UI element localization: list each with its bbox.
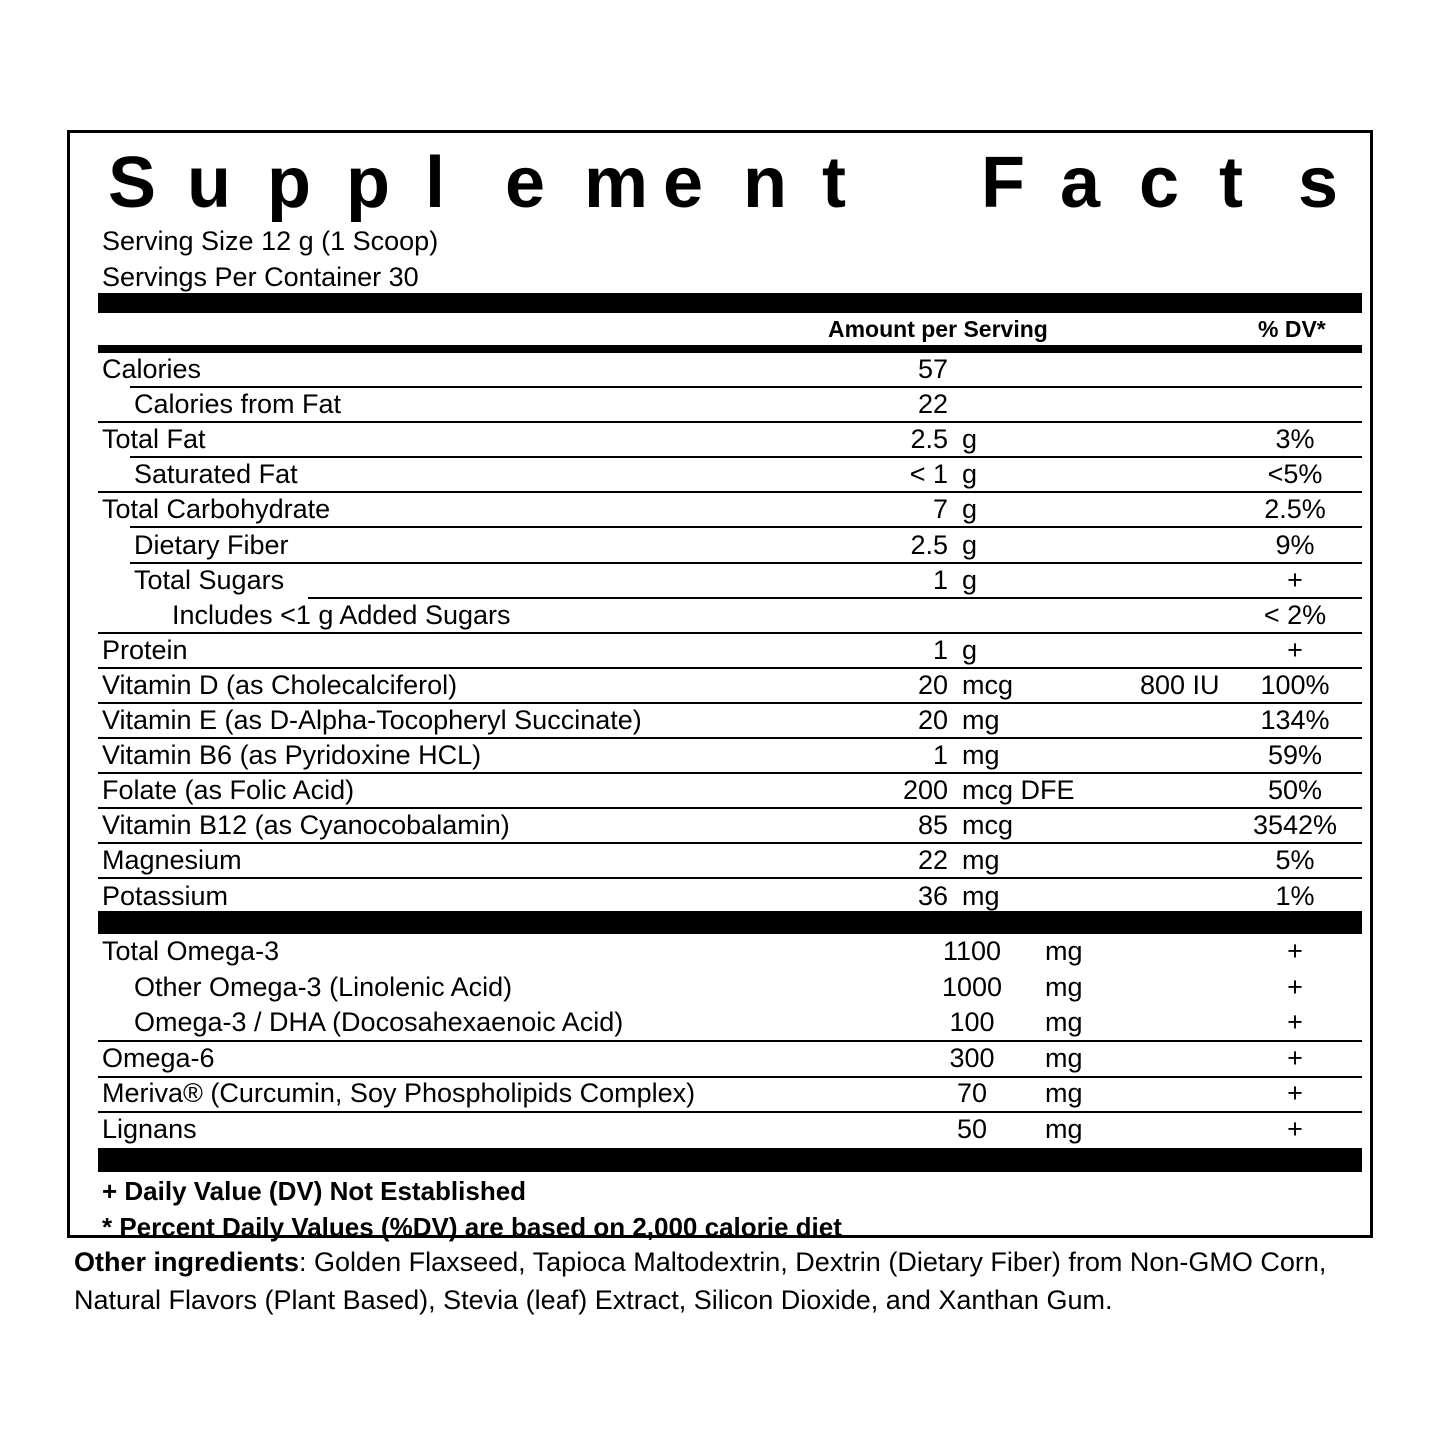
dv-value: 3% [1275, 424, 1315, 454]
nutrient-row [70, 529, 1376, 564]
title-letter: a [1060, 143, 1101, 223]
omega-row [70, 1113, 1376, 1149]
other-ingredients [74, 1243, 1364, 1319]
title-letter: m [584, 143, 649, 223]
amount-value: 22 [917, 845, 948, 875]
amount-header: Amount per Serving [828, 316, 1048, 342]
dv-value: 5% [1275, 845, 1315, 875]
amount-value: < 1 [909, 459, 948, 489]
row-divider [98, 877, 1362, 879]
dv-value: + [1287, 1043, 1303, 1073]
dv-header: % DV* [1258, 316, 1326, 342]
amount-value: 50 [956, 1114, 988, 1144]
amount-value: 200 [902, 775, 948, 805]
title-letter: t [1219, 143, 1243, 223]
amount-value: 1100 [942, 936, 1002, 966]
amount-value: 1 [932, 635, 948, 665]
omega-name: Total Omega-3 [102, 936, 280, 966]
nutrient-row [70, 844, 1376, 879]
serving-size: Serving Size 12 g (1 Scoop) [102, 226, 439, 256]
nutrient-row [70, 809, 1376, 844]
dv-value: 2.5% [1264, 494, 1326, 524]
title-letter: s [1298, 143, 1339, 223]
nutrient-name: Magnesium [102, 845, 242, 875]
dv-value: 50% [1267, 775, 1323, 805]
nutrient-name: Potassium [102, 881, 229, 911]
amount-value: 1 [932, 565, 948, 595]
amount-unit: mg [962, 705, 1000, 735]
nutrient-row [70, 880, 1376, 915]
nutrient-row [70, 599, 1376, 634]
amount-unit: mcg [962, 810, 1014, 840]
dv-value: + [1287, 936, 1303, 966]
dv-value: + [1287, 565, 1303, 595]
nutrient-name: Total Carbohydrate [102, 494, 331, 524]
thick-divider [98, 293, 1362, 313]
title-letter: e [505, 143, 546, 223]
amount-unit: g [962, 565, 978, 595]
amount-value: 22 [917, 389, 948, 419]
omega-row [70, 1077, 1376, 1113]
amount-value: 100 [949, 1007, 995, 1037]
nutrient-name: Protein [102, 635, 188, 665]
footnote-percent: * Percent Daily Values (%DV) are based on 2,000 calorie diet [102, 1212, 842, 1242]
nutrient-row [70, 774, 1376, 809]
dv-value: 1% [1275, 881, 1315, 911]
omega-unit: mg [1045, 1043, 1083, 1073]
omega-name: Omega-6 [102, 1043, 215, 1073]
amount-value: 57 [917, 354, 948, 384]
nutrient-name: Calories [102, 354, 202, 384]
dv-value: + [1287, 635, 1303, 665]
nutrient-name: Vitamin E (as D-Alpha-Tocopheryl Succinate) [102, 705, 642, 735]
dv-value: <5% [1267, 459, 1323, 489]
amount-unit: mg [962, 740, 1000, 770]
amount-unit: mcg [962, 670, 1014, 700]
amount-value: 85 [917, 810, 948, 840]
nutrient-row [70, 564, 1376, 599]
dv-value: 59% [1267, 740, 1323, 770]
nutrient-iu: 800 IU [1140, 670, 1220, 700]
omega-unit: mg [1045, 936, 1083, 966]
omega-unit: mg [1045, 1114, 1083, 1144]
nutrient-name: Includes <1 g Added Sugars [172, 600, 511, 630]
omega-row [70, 1042, 1376, 1078]
header-divider [98, 345, 1362, 353]
omega-row [70, 1006, 1376, 1042]
amount-unit: g [962, 424, 978, 454]
nutrient-name: Calories from Fat [134, 389, 342, 419]
amount-value: 2.5 [910, 424, 948, 454]
amount-value: 7 [932, 494, 948, 524]
amount-value: 20 [917, 705, 948, 735]
nutrient-name: Saturated Fat [134, 459, 298, 489]
omega-name: Other Omega-3 (Linolenic Acid) [134, 972, 513, 1002]
title-letter: S [108, 143, 157, 223]
omega-row [70, 935, 1376, 971]
title-letter: p [346, 143, 390, 223]
amount-value: 36 [917, 881, 948, 911]
amount-unit: g [962, 494, 978, 524]
servings-per-container: Servings Per Container 30 [102, 262, 419, 292]
footnote-dv: + Daily Value (DV) Not Established [102, 1176, 527, 1206]
amount-unit: g [962, 459, 978, 489]
title-letter: n [743, 143, 787, 223]
amount-unit: mg [962, 881, 1000, 911]
nutrient-name: Total Fat [102, 424, 206, 454]
nutrient-row [70, 388, 1376, 423]
nutrient-row [70, 458, 1376, 493]
amount-value: 20 [917, 670, 948, 700]
nutrient-name: Vitamin B6 (as Pyridoxine HCL) [102, 740, 482, 770]
nutrient-row [70, 704, 1376, 739]
row-divider [130, 526, 1362, 528]
amount-value: 70 [956, 1078, 988, 1108]
amount-value: 300 [949, 1043, 995, 1073]
other-ingredients-label: Other ingredients [74, 1247, 300, 1277]
title-letter: e [663, 143, 704, 223]
nutrient-row [70, 739, 1376, 774]
amount-unit: mg [962, 845, 1000, 875]
title-letter: F [981, 143, 1025, 223]
nutrient-row [70, 423, 1376, 458]
dv-value: + [1287, 1114, 1303, 1144]
nutrient-name: Vitamin B12 (as Cyanocobalamin) [102, 810, 510, 840]
omega-row [70, 971, 1376, 1007]
title-letter: l [425, 143, 446, 223]
dv-value: 100% [1260, 670, 1330, 700]
thick-divider-footer [98, 1148, 1362, 1172]
omega-name: Omega-3 / DHA (Docosahexaenoic Acid) [134, 1007, 624, 1037]
amount-value: 1 [932, 740, 948, 770]
title-letter: p [267, 143, 311, 223]
dv-value: < 2% [1263, 600, 1327, 630]
nutrient-name: Total Sugars [134, 565, 285, 595]
title-letter: c [1139, 143, 1180, 223]
nutrient-name: Vitamin D (as Cholecalciferol) [102, 670, 458, 700]
nutrient-row [70, 353, 1376, 388]
dv-value: 134% [1260, 705, 1330, 735]
nutrient-name: Dietary Fiber [134, 530, 289, 560]
supplement-facts-panel [67, 130, 1373, 1242]
amount-value: 1000 [941, 972, 1003, 1002]
nutrient-name: Folate (as Folic Acid) [102, 775, 355, 805]
amount-value: 2.5 [910, 530, 948, 560]
omega-unit: mg [1045, 1007, 1083, 1037]
title-letter: u [187, 143, 231, 223]
dv-value: + [1287, 1078, 1303, 1108]
dv-value: 3542% [1252, 810, 1338, 840]
dv-value: + [1287, 1007, 1303, 1037]
amount-unit: g [962, 530, 978, 560]
omega-name: Lignans [102, 1114, 197, 1144]
omega-name: Meriva® (Curcumin, Soy Phospholipids Complex) [102, 1078, 696, 1108]
thick-divider-omega [98, 911, 1362, 934]
other-ingredients-text: : Golden Flaxseed, Tapioca Maltodextrin, Dextrin (Dietary Fiber) from Non-GMO Corn, Natural Flavors (Plant Based), Stevia (leaf) Extract, Silicon Dioxide, and Xanthan Gum. [74, 1247, 1327, 1315]
nutrient-row [70, 669, 1376, 704]
panel-title [108, 143, 1338, 223]
nutrient-row [70, 634, 1376, 669]
dv-value: + [1287, 972, 1303, 1002]
omega-unit: mg [1045, 1078, 1083, 1108]
omega-unit: mg [1045, 972, 1083, 1002]
dv-value: 9% [1275, 530, 1315, 560]
title-letter: t [822, 143, 846, 223]
nutrient-row [70, 493, 1376, 528]
amount-unit: g [962, 635, 978, 665]
amount-unit: mcg DFE [962, 775, 1075, 805]
